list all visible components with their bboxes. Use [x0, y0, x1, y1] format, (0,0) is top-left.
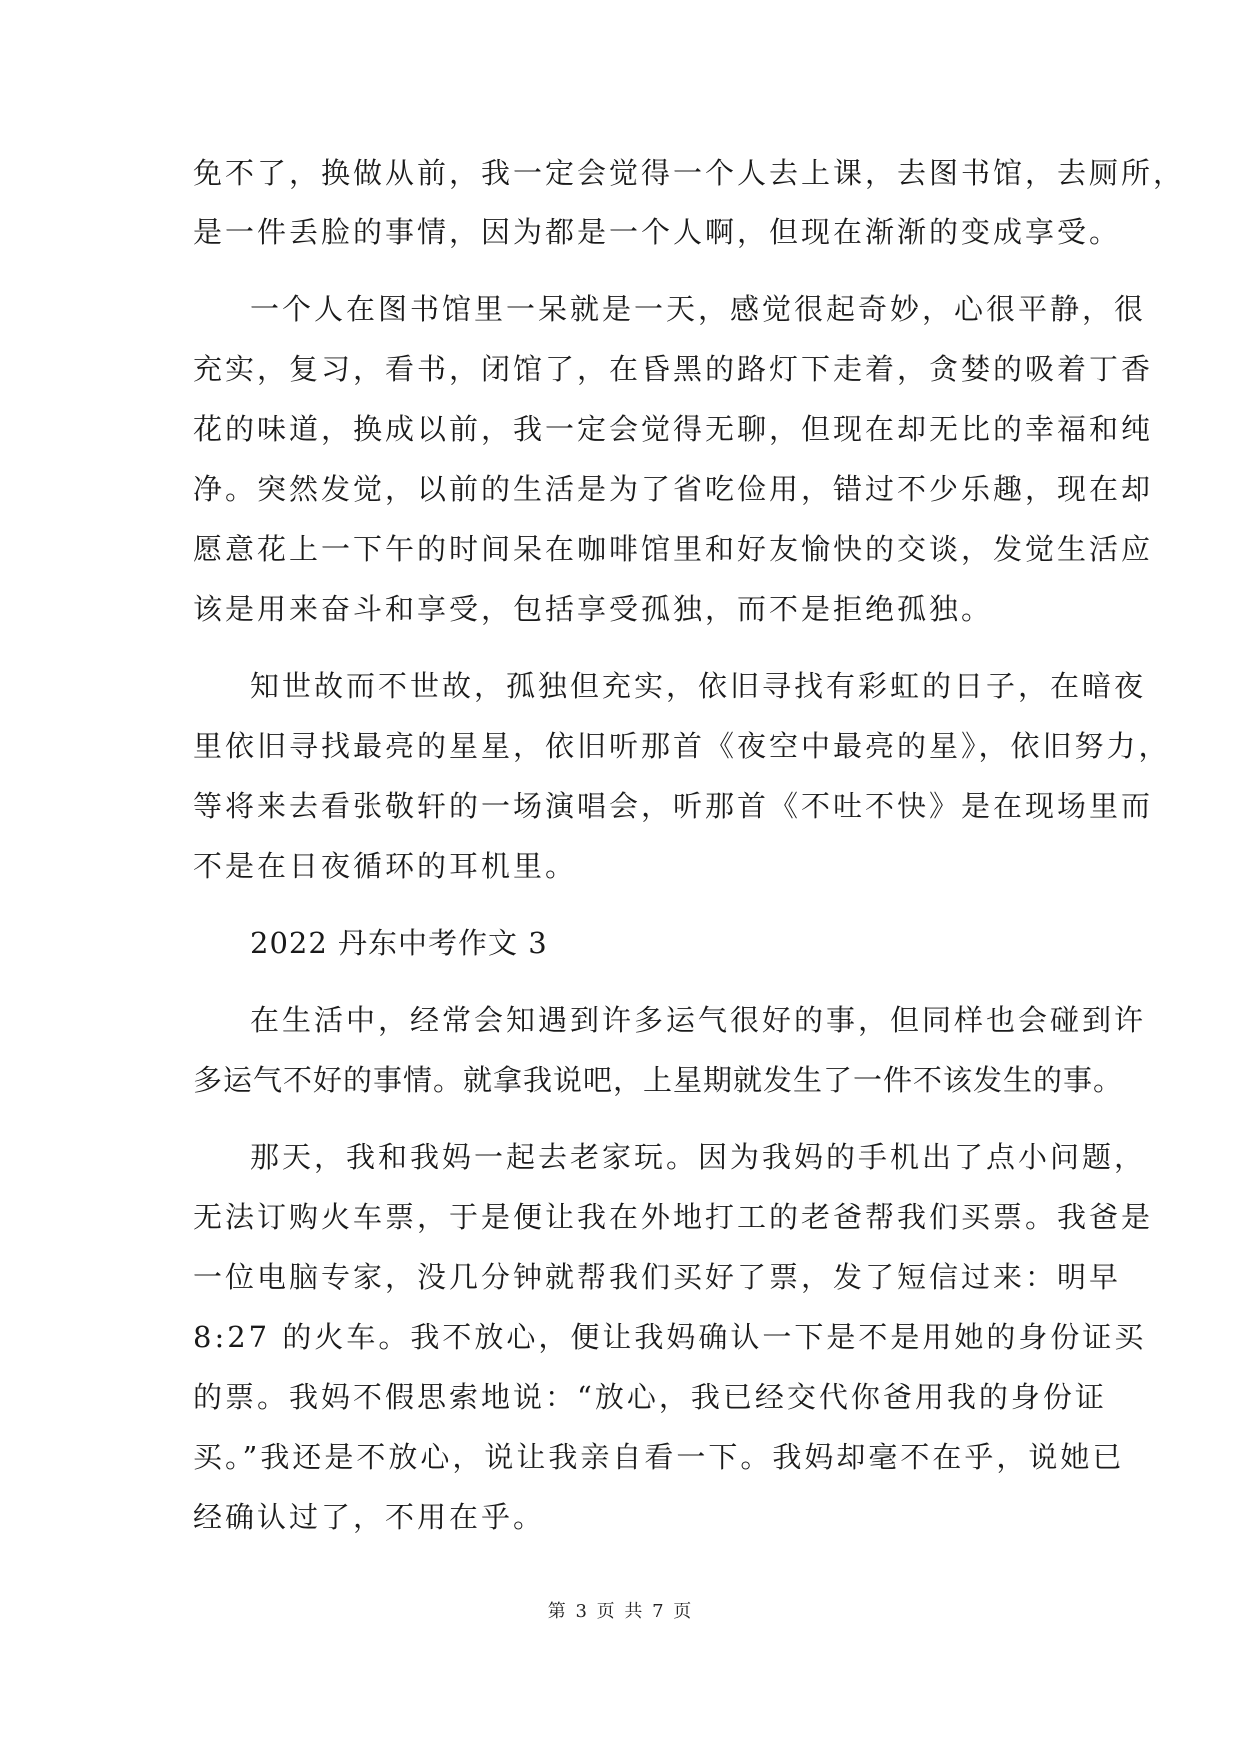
- text-line: 充实，复习，看书，闭馆了，在昏黑的路灯下走着，贪婪的吸着丁香: [193, 352, 1154, 386]
- text-line: 8:27 的火车。我不放心，便让我妈确认一下是不是用她的身份证买: [193, 1320, 1147, 1354]
- text-line: 知世故而不世故，孤独但充实，依旧寻找有彩虹的日子，在暗夜: [250, 669, 1147, 703]
- text-line: 多运气不好的事情。就拿我说吧，上星期就发生了一件不该发生的事。: [193, 1063, 1124, 1097]
- text-line: 里依旧寻找最亮的星星，依旧听那首《夜空中最亮的星》，依旧努力，: [193, 729, 1171, 763]
- text-line: 的票。我妈不假思索地说：“放心，我已经交代你爸用我的身份证: [193, 1380, 1107, 1414]
- page-number-footer: 第 3 页 共 7 页: [547, 1601, 694, 1622]
- text-line: 该是用来奋斗和享受，包括享受孤独，而不是拒绝孤独。: [193, 592, 994, 626]
- text-line: 一个人在图书馆里一呆就是一天，感觉很起奇妙，心很平静，很: [250, 292, 1147, 326]
- text-line: 在生活中，经常会知遇到许多运气很好的事，但同样也会碰到许: [250, 1003, 1147, 1037]
- text-line: 经确认过了，不用在乎。: [193, 1500, 546, 1534]
- text-line: 无法订购火车票，于是便让我在外地打工的老爸帮我们买票。我爸是: [193, 1200, 1154, 1234]
- text-line: 愿意花上一下午的时间呆在咖啡馆里和好友愉快的交谈，发觉生活应: [193, 532, 1154, 566]
- text-line: 是一件丢脸的事情，因为都是一个人啊，但现在渐渐的变成享受。: [193, 215, 1122, 249]
- text-line: 免不了，换做从前，我一定会觉得一个人去上课，去图书馆，去厕所，: [193, 156, 1186, 190]
- text-line: 买。”我还是不放心，说让我亲自看一下。我妈却毫不在乎，说她已: [193, 1440, 1125, 1474]
- text-line: 不是在日夜循环的耳机里。: [193, 849, 578, 883]
- section-heading: 2022 丹东中考作文 3: [250, 926, 548, 960]
- text-line: 花的味道，换成以前，我一定会觉得无聊，但现在却无比的幸福和纯: [193, 412, 1154, 446]
- text-line: 一位电脑专家，没几分钟就帮我们买好了票，发了短信过来：明早: [193, 1260, 1122, 1294]
- text-line: 净。突然发觉，以前的生活是为了省吃俭用，错过不少乐趣，现在却: [193, 472, 1154, 506]
- text-line: 等将来去看张敬轩的一场演唱会，听那首《不吐不快》是在现场里而: [193, 789, 1154, 823]
- text-line: 那天，我和我妈一起去老家玩。因为我妈的手机出了点小问题，: [250, 1140, 1147, 1174]
